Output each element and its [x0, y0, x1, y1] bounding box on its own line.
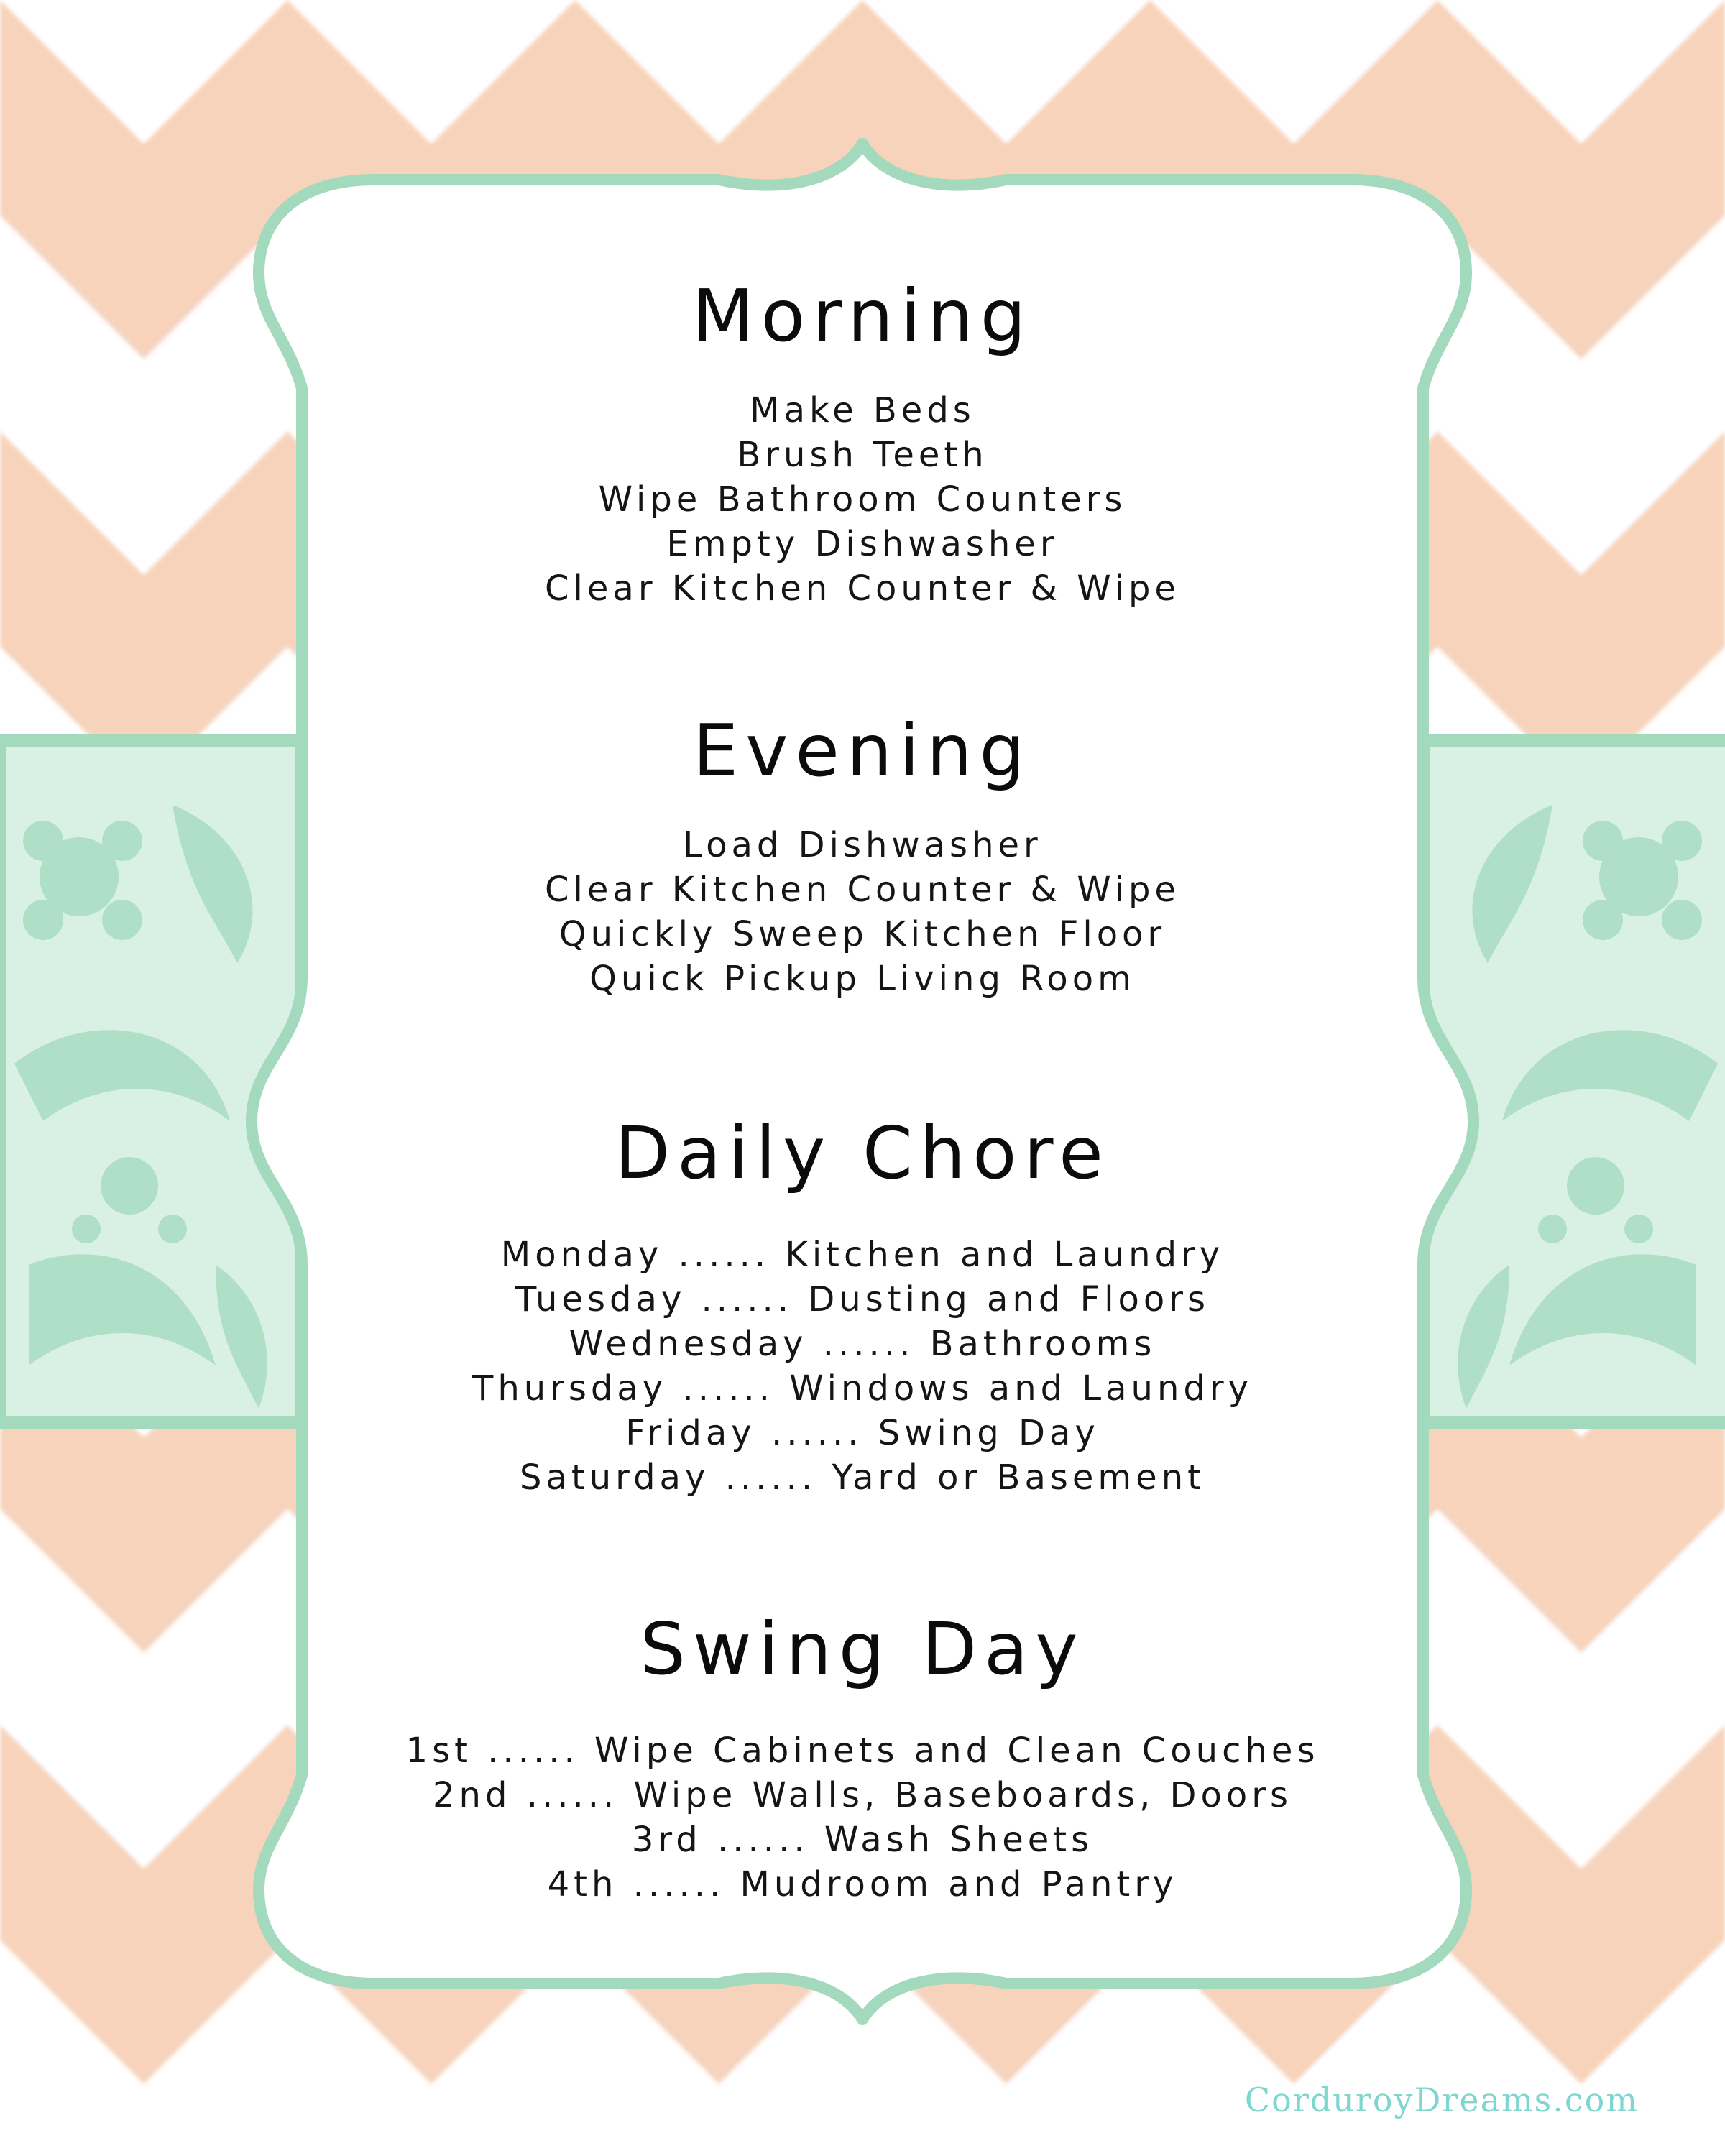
section-title-evening: Evening [693, 709, 1032, 793]
list-item: Make Beds [750, 390, 975, 430]
list-item: Thursday ...... Windows and Laundry [472, 1368, 1253, 1409]
list-item: Friday ...... Swing Day [625, 1413, 1100, 1453]
list-item: 3rd ...... Wash Sheets [631, 1820, 1094, 1860]
list-item: Quickly Sweep Kitchen Floor [558, 914, 1167, 954]
list-item: Saturday ...... Yard or Basement [520, 1457, 1205, 1498]
list-item: Clear Kitchen Counter & Wipe [545, 870, 1180, 910]
list-item: Wipe Bathroom Counters [598, 479, 1127, 520]
daily-chore-list [288, 1233, 1438, 1500]
section-morning [288, 273, 1438, 611]
chore-list [288, 237, 1438, 1926]
list-item: Tuesday ...... Dusting and Floors [515, 1279, 1210, 1319]
evening-list [288, 823, 1438, 1001]
section-swing-day [288, 1606, 1438, 1907]
list-item: 2nd ...... Wipe Walls, Baseboards, Doors [433, 1775, 1292, 1815]
list-item: 4th ...... Mudroom and Pantry [547, 1864, 1178, 1904]
brand-watermark: CorduroyDreams.com [1244, 2081, 1639, 2119]
morning-list [288, 388, 1438, 611]
section-evening [288, 708, 1438, 1001]
list-item: Empty Dishwasher [666, 524, 1059, 564]
list-item: Load Dishwasher [683, 825, 1042, 865]
list-item: Brush Teeth [737, 435, 988, 475]
list-item: Clear Kitchen Counter & Wipe [545, 568, 1180, 609]
section-daily-chore [288, 1110, 1438, 1500]
list-item: Monday ...... Kitchen and Laundry [500, 1235, 1225, 1275]
list-item: Quick Pickup Living Room [589, 959, 1136, 999]
swing-day-list [288, 1728, 1438, 1907]
list-item: 1st ...... Wipe Cabinets and Clean Couches [405, 1731, 1320, 1771]
section-title-swing-day: Swing Day [640, 1607, 1085, 1691]
section-title-morning: Morning [691, 274, 1034, 358]
list-item: Wednesday ...... Bathrooms [569, 1324, 1156, 1364]
section-title-daily-chore: Daily Chore [615, 1111, 1110, 1195]
